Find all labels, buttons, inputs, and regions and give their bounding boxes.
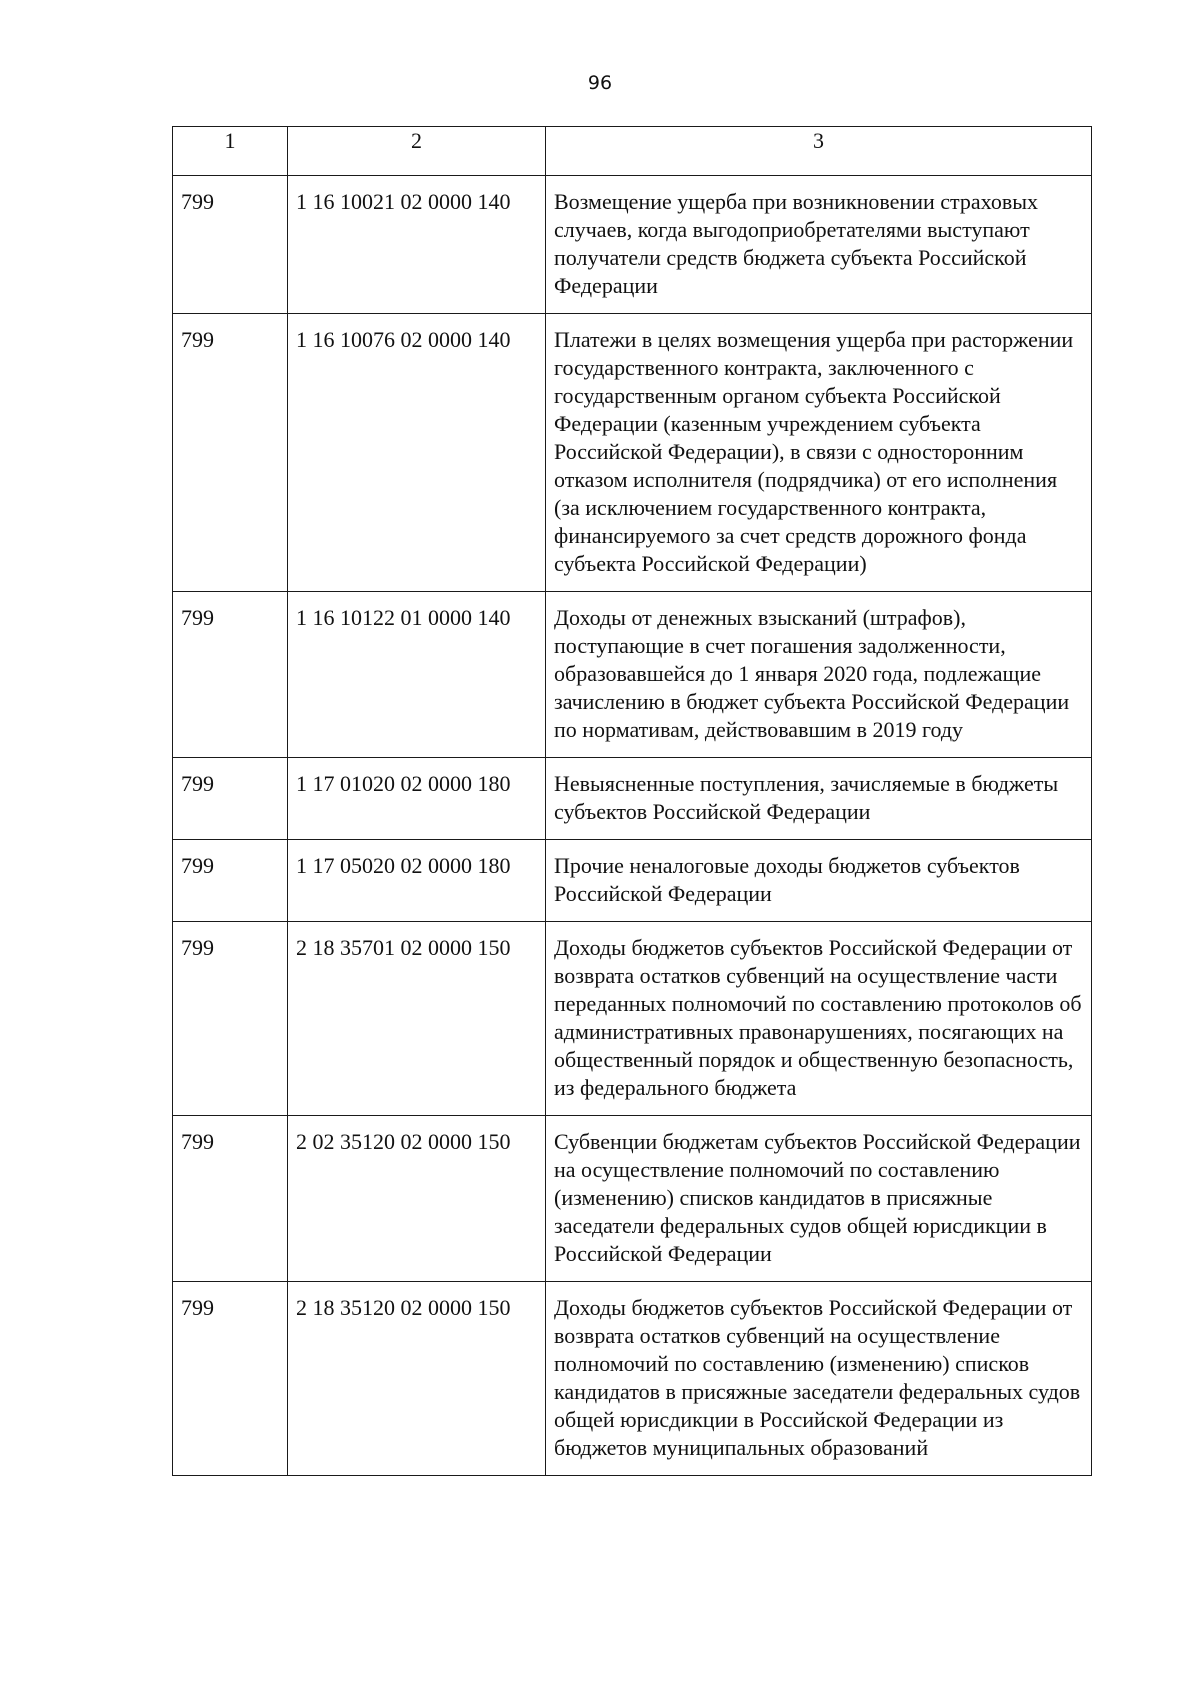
kbk-code-cell: 1 16 10122 01 0000 140: [288, 592, 546, 758]
revenue-classification-table: [172, 126, 1092, 1476]
table-row: [173, 592, 1092, 758]
table-row: [173, 1116, 1092, 1282]
table-row: [173, 176, 1092, 314]
table-row: [173, 758, 1092, 840]
table-header-row: [173, 127, 1092, 176]
admin-code-cell: 799: [173, 176, 288, 314]
admin-code-cell: 799: [173, 592, 288, 758]
kbk-code-cell: 2 02 35120 02 0000 150: [288, 1116, 546, 1282]
description-cell: Доходы бюджетов субъектов Российской Федерации от возврата остатков субвенций на осуществление части переданных полномочий по составлению протоколов об административных правонарушениях, посягающих на общественный порядок и общественную безопасность, из федерального бюджета: [546, 922, 1092, 1116]
page-number: 96: [587, 72, 613, 94]
kbk-code-cell: 1 16 10021 02 0000 140: [288, 176, 546, 314]
table-row: [173, 840, 1092, 922]
table-row: [173, 1282, 1092, 1476]
column-header-2: 2: [288, 127, 546, 176]
admin-code-cell: 799: [173, 840, 288, 922]
admin-code-cell: 799: [173, 758, 288, 840]
description-cell: Субвенции бюджетам субъектов Российской Федерации на осуществление полномочий по составлению (изменению) списков кандидатов в присяжные заседатели федеральных судов общей юрисдикции в Российской Федерации: [546, 1116, 1092, 1282]
kbk-code-cell: 1 17 05020 02 0000 180: [288, 840, 546, 922]
admin-code-cell: 799: [173, 1282, 288, 1476]
admin-code-cell: 799: [173, 922, 288, 1116]
description-cell: Платежи в целях возмещения ущерба при расторжении государственного контракта, заключенного с государственным органом субъекта Российской Федерации (казенным учреждением субъекта Российской Федерации), в связи с односторонним отказом исполнителя (подрядчика) от его исполнения (за исключением государственного контракта, финансируемого за счет средств дорожного фонда субъекта Российской Федерации): [546, 314, 1092, 592]
description-cell: Доходы от денежных взысканий (штрафов), поступающие в счет погашения задолженности, образовавшейся до 1 января 2020 года, подлежащие зачислению в бюджет субъекта Российской Федерации по нормативам, действовавшим в 2019 году: [546, 592, 1092, 758]
kbk-code-cell: 1 17 01020 02 0000 180: [288, 758, 546, 840]
column-header-1: 1: [173, 127, 288, 176]
admin-code-cell: 799: [173, 314, 288, 592]
description-cell: Доходы бюджетов субъектов Российской Федерации от возврата остатков субвенций на осуществление полномочий по составлению (изменению) списков кандидатов в присяжные заседатели федеральных судов общей юрисдикции в Российской Федерации из бюджетов муниципальных образований: [546, 1282, 1092, 1476]
description-cell: Прочие неналоговые доходы бюджетов субъектов Российской Федерации: [546, 840, 1092, 922]
admin-code-cell: 799: [173, 1116, 288, 1282]
description-cell: Невыясненные поступления, зачисляемые в бюджеты субъектов Российской Федерации: [546, 758, 1092, 840]
kbk-code-cell: 2 18 35701 02 0000 150: [288, 922, 546, 1116]
kbk-code-cell: 2 18 35120 02 0000 150: [288, 1282, 546, 1476]
table-row: [173, 922, 1092, 1116]
description-cell: Возмещение ущерба при возникновении страховых случаев, когда выгодоприобретателями выступают получатели средств бюджета субъекта Российской Федерации: [546, 176, 1092, 314]
kbk-code-cell: 1 16 10076 02 0000 140: [288, 314, 546, 592]
table-row: [173, 314, 1092, 592]
column-header-3: 3: [546, 127, 1092, 176]
